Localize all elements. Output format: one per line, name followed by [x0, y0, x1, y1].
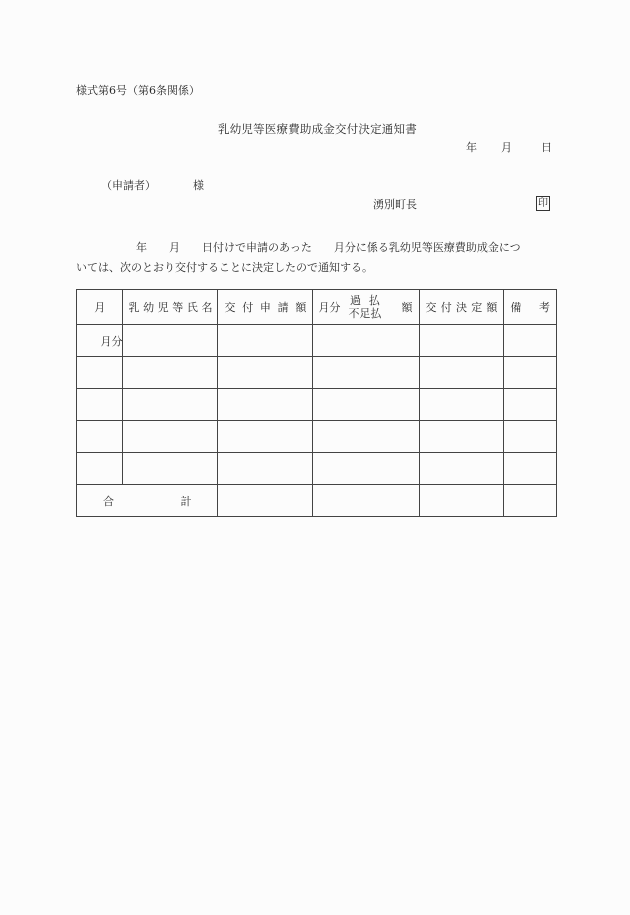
header-overpaid: 過払 — [349, 294, 388, 307]
header-underpaid: 不足払 — [348, 307, 382, 320]
cell-month[interactable] — [77, 421, 123, 453]
cell-month[interactable] — [77, 453, 123, 485]
cell-over-under-amount[interactable] — [313, 389, 419, 421]
applicant-line — [101, 180, 204, 191]
header-ou-stack — [348, 294, 388, 320]
table-total-row — [77, 485, 557, 517]
cell-applied-amount[interactable] — [218, 389, 313, 421]
header-char: 請 — [277, 301, 289, 314]
cell-month[interactable] — [77, 389, 123, 421]
total-over-under-amount[interactable] — [313, 485, 419, 517]
table-row — [77, 389, 557, 421]
cell-child-name[interactable] — [123, 389, 218, 421]
cell-over-under-amount[interactable] — [313, 421, 419, 453]
total-label-left: 合 — [103, 494, 114, 508]
cell-over-under-amount[interactable] — [313, 453, 419, 485]
header-char: 名 — [201, 301, 213, 314]
cell-decided-amount[interactable] — [419, 453, 504, 485]
header-char: 交 — [224, 301, 236, 314]
total-label — [77, 485, 218, 517]
header-char: 備 — [510, 301, 522, 314]
header-remarks — [504, 290, 557, 325]
table-row — [77, 357, 557, 389]
issuer-name: 湧別町長 — [373, 198, 417, 211]
header-char: 幼 — [143, 301, 155, 314]
header-applied-amount — [218, 290, 313, 325]
cell-remarks[interactable] — [504, 421, 557, 453]
body-year-label: 年 — [136, 241, 147, 254]
header-decided-amount — [419, 290, 504, 325]
cell-remarks[interactable] — [504, 357, 557, 389]
header-ou-month: 月分 — [318, 301, 341, 314]
header-over-under-payment — [313, 290, 419, 325]
document-title: 乳幼児等医療費助成金交付決定通知書 — [218, 122, 417, 136]
date-year-label: 年 — [466, 141, 477, 154]
date-month-label: 月 — [501, 141, 512, 154]
applicant-label: （申請者） — [101, 179, 156, 192]
body-line1-mid: 日付けで申請のあった — [202, 241, 312, 254]
cell-child-name[interactable] — [123, 453, 218, 485]
cell-month[interactable] — [77, 357, 123, 389]
cell-child-name[interactable] — [123, 357, 218, 389]
cell-remarks[interactable] — [504, 325, 557, 357]
header-char: 児 — [157, 301, 169, 314]
table-row — [77, 325, 557, 357]
header-char: 額 — [295, 301, 307, 314]
header-month: 月 — [77, 290, 123, 325]
applicant-honorific: 様 — [193, 179, 204, 192]
notice-body-line-1 — [76, 238, 521, 258]
cell-over-under-amount[interactable] — [313, 325, 419, 357]
header-ou-amount: 額 — [401, 301, 413, 314]
month-suffix: 月分 — [100, 334, 123, 348]
table-header-row — [77, 290, 557, 325]
table-row — [77, 453, 557, 485]
header-char: 定 — [471, 301, 483, 314]
total-decided-amount[interactable] — [419, 485, 504, 517]
form-number: 様式第6号（第6条関係） — [76, 84, 200, 97]
total-applied-amount[interactable] — [218, 485, 313, 517]
date-day-label: 日 — [541, 141, 552, 154]
header-char: 乳 — [128, 301, 140, 314]
header-char: 決 — [455, 301, 467, 314]
notice-body — [76, 238, 521, 278]
cell-remarks[interactable] — [504, 389, 557, 421]
body-month-clause: 月分に係る乳幼児等医療費助成金につ — [333, 241, 521, 254]
cell-applied-amount[interactable] — [218, 357, 313, 389]
cell-decided-amount[interactable] — [419, 325, 504, 357]
cell-applied-amount[interactable] — [218, 325, 313, 357]
cell-remarks[interactable] — [504, 453, 557, 485]
header-char: 付 — [242, 301, 254, 314]
cell-decided-amount[interactable] — [419, 421, 504, 453]
table-row — [77, 421, 557, 453]
header-char: 考 — [539, 301, 550, 314]
seal-stamp-box: 印 — [536, 196, 550, 211]
grant-decision-table — [76, 289, 557, 517]
header-char: 申 — [259, 301, 271, 314]
cell-applied-amount[interactable] — [218, 421, 313, 453]
cell-child-name[interactable] — [123, 325, 218, 357]
header-char: 付 — [440, 301, 452, 314]
cell-decided-amount[interactable] — [419, 389, 504, 421]
header-child-name — [123, 290, 218, 325]
header-char: 額 — [486, 301, 498, 314]
notice-body-line-2: いては、次のとおり交付することに決定したので通知する。 — [76, 261, 373, 274]
cell-applied-amount[interactable] — [218, 453, 313, 485]
cell-decided-amount[interactable] — [419, 357, 504, 389]
date-line — [466, 142, 552, 153]
header-char: 交 — [425, 301, 437, 314]
header-char: 等 — [172, 301, 184, 314]
cell-month[interactable] — [77, 325, 123, 357]
header-char: 氏 — [186, 301, 198, 314]
total-label-right: 計 — [180, 494, 192, 508]
cell-over-under-amount[interactable] — [313, 357, 419, 389]
body-month-label: 月 — [169, 241, 180, 254]
total-remarks[interactable] — [504, 485, 557, 517]
cell-child-name[interactable] — [123, 421, 218, 453]
